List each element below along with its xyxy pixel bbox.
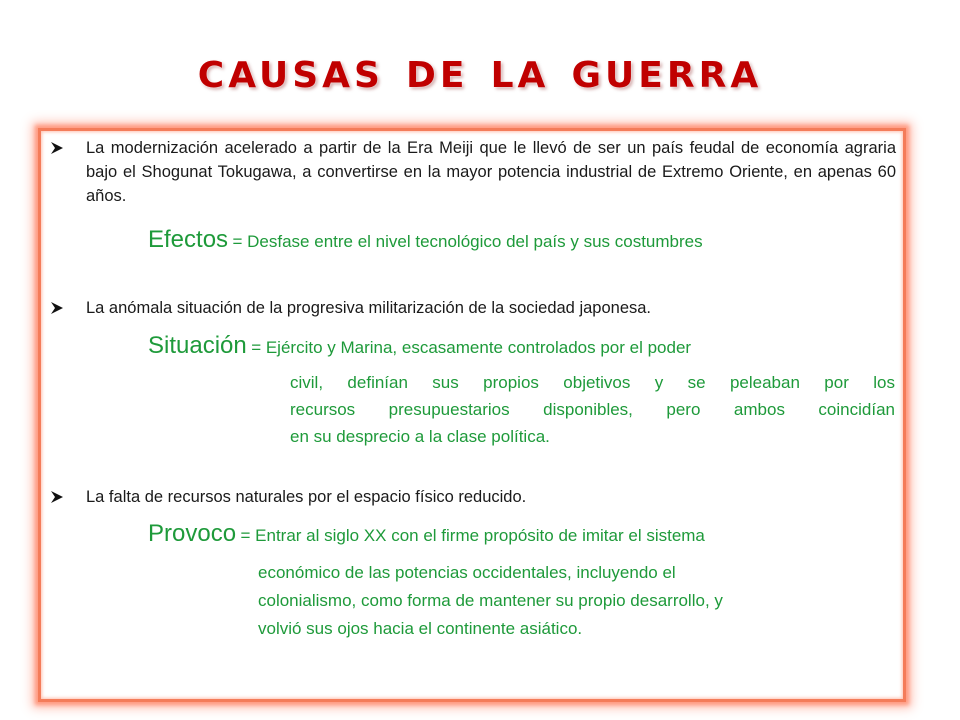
arrow-bullet-icon <box>50 296 86 320</box>
provoco-continuation <box>258 559 723 643</box>
situacion-line-4: en su desprecio a la clase política. <box>290 427 550 446</box>
effect-key: Efectos <box>148 226 229 253</box>
bullet-item-3 <box>50 485 896 509</box>
bullet-text: La anómala situación de la progresiva militarización de la sociedad japonesa. <box>86 299 652 317</box>
provoco-line-2: económico de las potencias occidentales, incluyendo el <box>258 563 676 582</box>
provoco-line-3: colonialismo, como forma de mantener su propio desarrollo, y <box>258 591 723 610</box>
situacion-key: Situación <box>148 332 247 359</box>
effect-text: = Desfase entre el nivel tecnológico del país y sus costumbres <box>232 232 703 251</box>
situacion-text: = Ejército y Marina, escasamente controlados por el poder <box>251 338 692 357</box>
bullet-text: La falta de recursos naturales por el espacio físico reducido. <box>86 488 527 506</box>
provoco-line <box>148 520 705 548</box>
provoco-text: = Entrar al siglo XX con el firme propósito de imitar el sistema <box>240 526 705 545</box>
situacion-line <box>148 332 691 360</box>
provoco-line-4: volvió sus ojos hacia el continente asiático. <box>258 619 583 638</box>
effect-line <box>148 226 703 254</box>
arrow-bullet-icon <box>50 485 86 509</box>
bullet-item-2 <box>50 296 896 320</box>
situacion-line-2: civil, definían sus propios objetivos y se peleaban por los <box>290 373 895 392</box>
bullet-text: La modernización acelerado a partir de la Era Meiji que le llevó de ser un país feudal de economía agraria bajo el Shogunat Tokugawa, a convertirse en la mayor potencia industrial de Extremo Oriente, en apenas 60 años. <box>86 139 896 205</box>
situacion-line-3: recursos presupuestarios disponibles, pero ambos coincidían <box>290 400 895 419</box>
arrow-bullet-icon <box>50 136 86 160</box>
provoco-key: Provoco <box>148 520 237 547</box>
situacion-continuation <box>290 369 895 450</box>
bullet-item-1 <box>50 136 896 208</box>
slide-title: causas de la guerra <box>197 40 763 100</box>
